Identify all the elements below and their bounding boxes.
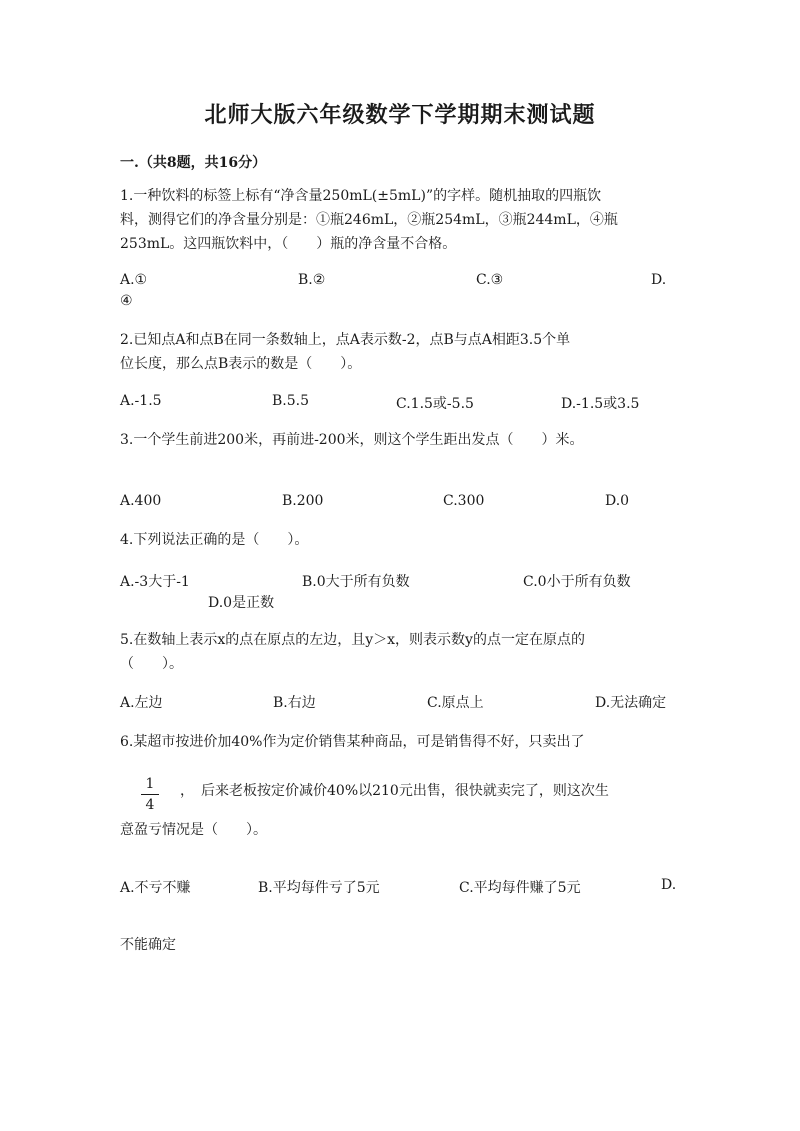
question-1-option-d[interactable]: D. bbox=[651, 272, 667, 288]
fraction-one-quarter bbox=[138, 776, 162, 814]
question-2-line-2: 位长度，那么点B表示的数是（ ）。 bbox=[120, 356, 362, 372]
question-6-option-a[interactable]: A.不亏不赚 bbox=[120, 880, 191, 896]
question-1-option-a[interactable]: A.① bbox=[120, 272, 148, 288]
question-1-option-c[interactable]: C.③ bbox=[476, 272, 504, 288]
question-1-option-d-value: ④ bbox=[120, 293, 133, 309]
question-5-option-c[interactable]: C.原点上 bbox=[427, 695, 484, 711]
question-4-line-1: 4.下列说法正确的是（ ）。 bbox=[120, 532, 309, 548]
question-1-line-1: 1.一种饮料的标签上标有“净含量250mL(±5mL)”的字样。随机抽取的四瓶饮 bbox=[120, 188, 602, 204]
question-3-option-d[interactable]: D.0 bbox=[605, 493, 630, 509]
fraction-bar bbox=[141, 794, 159, 795]
question-6-option-d-value: 不能确定 bbox=[120, 937, 176, 953]
question-5-option-b[interactable]: B.右边 bbox=[273, 695, 316, 711]
section-heading: 一.（共8题，共16分） bbox=[120, 155, 267, 171]
question-2-option-d[interactable]: D.-1.5或3.5 bbox=[561, 396, 640, 412]
question-3-option-c[interactable]: C.300 bbox=[443, 493, 485, 509]
question-2-option-c[interactable]: C.1.5或-5.5 bbox=[396, 396, 474, 412]
question-2-option-b[interactable]: B.5.5 bbox=[272, 393, 310, 409]
question-5-option-a[interactable]: A.左边 bbox=[120, 695, 163, 711]
question-1-option-b[interactable]: B.② bbox=[298, 272, 326, 288]
question-3-line-1: 3.一个学生前进200米，再前进-200米，则这个学生距出发点（ ）米。 bbox=[120, 432, 584, 448]
question-5-line-1: 5.在数轴上表示x的点在原点的左边，且y＞x，则表示数y的点一定在原点的 bbox=[120, 632, 585, 648]
question-6-option-b[interactable]: B.平均每件亏了5元 bbox=[258, 880, 380, 896]
question-6-line-2: ， 后来老板按定价减价40%以210元出售，很快就卖完了，则这次生 bbox=[180, 783, 609, 799]
question-2-option-a[interactable]: A.-1.5 bbox=[120, 393, 162, 409]
question-5-option-d[interactable]: D.无法确定 bbox=[595, 695, 667, 711]
question-2-line-1: 2.已知点A和点B在同一条数轴上，点A表示数-2，点B与点A相距3.5个单 bbox=[120, 332, 571, 348]
fraction-denominator: 4 bbox=[145, 797, 155, 813]
question-5-line-2: （ ）。 bbox=[120, 656, 183, 672]
question-4-option-d[interactable]: D.0是正数 bbox=[208, 595, 275, 611]
page-title: 北师大版六年级数学下学期期末测试题 bbox=[204, 102, 596, 128]
question-4-option-b[interactable]: B.0大于所有负数 bbox=[302, 574, 410, 590]
question-6-option-d[interactable]: D. bbox=[661, 877, 677, 893]
question-3-option-a[interactable]: A.400 bbox=[120, 493, 162, 509]
question-3-option-b[interactable]: B.200 bbox=[282, 493, 324, 509]
fraction-numerator: 1 bbox=[145, 776, 155, 792]
question-6-line-3: 意盈亏情况是（ ）。 bbox=[120, 822, 267, 838]
question-6-line-1: 6.某超市按进价加40%作为定价销售某种商品，可是销售得不好，只卖出了 bbox=[120, 734, 585, 750]
question-6-option-c[interactable]: C.平均每件赚了5元 bbox=[459, 880, 581, 896]
question-4-option-a[interactable]: A.-3大于-1 bbox=[120, 574, 190, 590]
question-1-line-2: 料，测得它们的净含量分别是：①瓶246mL，②瓶254mL，③瓶244mL，④瓶 bbox=[120, 212, 618, 228]
question-1-line-3: 253mL。这四瓶饮料中，（ ）瓶的净含量不合格。 bbox=[120, 236, 457, 252]
question-4-option-c[interactable]: C.0小于所有负数 bbox=[523, 574, 631, 590]
